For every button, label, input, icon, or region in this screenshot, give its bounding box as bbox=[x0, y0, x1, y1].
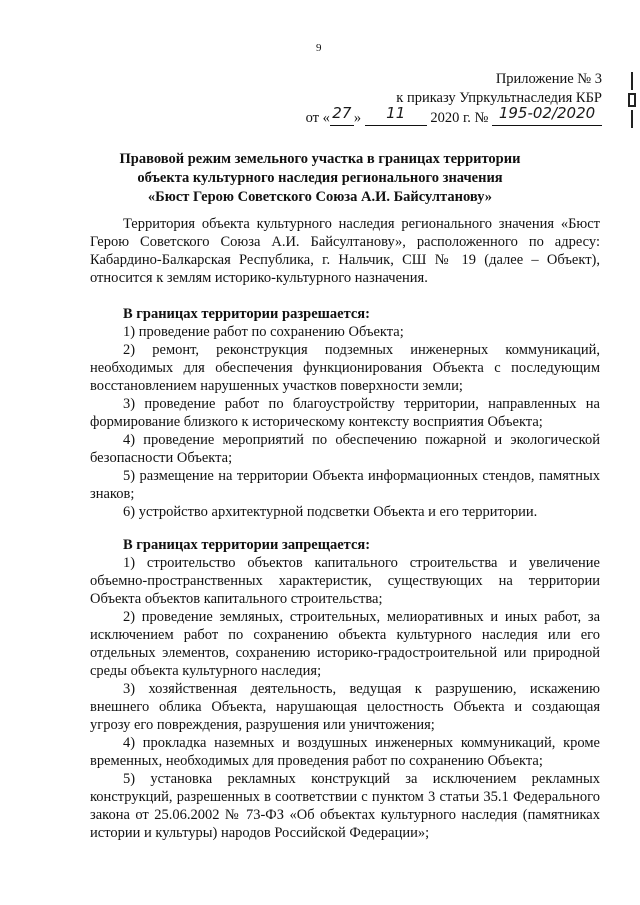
prohibited-item: 4) прокладка наземных и воздушных инженерных коммуникаций, кроме временных, необходимых для проведения работ по сохранению Объекта; bbox=[90, 735, 600, 769]
title-line-2: объекта культурного наследия регионального значения bbox=[137, 170, 503, 186]
appendix-header bbox=[306, 70, 602, 128]
order-number: 195-02/2020 bbox=[498, 104, 596, 122]
page-number: 9 bbox=[316, 42, 322, 54]
date-mid: » bbox=[353, 110, 362, 126]
permitted-item: 2) ремонт, реконструкция подземных инженерных коммуникаций, необходимых для обеспечения функционирования Объекта с последующим восстановлением нарушенных участков поверхности земли; bbox=[90, 342, 600, 394]
date-day-field bbox=[330, 104, 354, 126]
date-prefix: от « bbox=[305, 110, 330, 126]
appendix-label: Приложение № 3 bbox=[495, 71, 602, 87]
margin-stamp-mark bbox=[624, 70, 640, 130]
permitted-heading: В границах территории разрешается: bbox=[123, 306, 370, 322]
permitted-item: 1) проведение работ по сохранению Объекта; bbox=[123, 324, 404, 340]
intro-paragraph: Территория объекта культурного наследия регионального значения «Бюст Герою Советского Союза А.И. Байсултанову», расположенного по адресу: Кабардино-Балкарская Республика, г. Нальчик, СШ № 19 (далее – Объект), относится к землям историко-культурного назначения. bbox=[90, 216, 600, 286]
prohibited-item: 3) хозяйственная деятельность, ведущая к разрушению, искажению внешнего облика Объекта, нарушающая целостность Объекта и создающая угрозу его повреждения, разрушения или уничтожения; bbox=[90, 681, 600, 733]
prohibited-heading: В границах территории запрещается: bbox=[123, 537, 371, 553]
prohibited-item: 2) проведение земляных, строительных, мелиоративных и иных работ, за исключением работ по сохранению объекта культурного наследия или его отдельных элементов, сохранению историко-градостроительной или природной среды объекта культурного наследия; bbox=[90, 609, 600, 679]
date-day: 27 bbox=[332, 104, 352, 122]
order-date-line bbox=[305, 104, 602, 128]
permitted-item: 5) размещение на территории Объекта информационных стендов, памятных знаков; bbox=[90, 468, 600, 502]
date-month: 11 bbox=[386, 104, 406, 122]
permitted-item: 4) проведение мероприятий по обеспечению пожарной и экологической безопасности Объекта; bbox=[90, 432, 600, 466]
title-line-3: «Бюст Герою Советского Союза А.И. Байсултанову» bbox=[147, 189, 493, 205]
document-body bbox=[90, 215, 600, 842]
order-number-field bbox=[492, 104, 602, 126]
order-reference: к приказу Упркультнаследия КБР bbox=[396, 90, 602, 106]
title-line-1: Правовой режим земельного участка в границах территории bbox=[119, 151, 521, 167]
permitted-item: 6) устройство архитектурной подсветки Объекта и его территории. bbox=[123, 504, 538, 520]
permitted-item: 3) проведение работ по благоустройству территории, направленных на формирование близкого к историческому контексту восприятия Объекта; bbox=[90, 396, 600, 430]
prohibited-item: 5) установка рекламных конструкций за исключением рекламных конструкций, разрешенных в соответствии с пунктом 3 статьи 35.1 Федерального закона от 25.06.2002 № 73-ФЗ «Об объектах культурного наследия (памятниках истории и культуры) народов Российской Федерации»; bbox=[90, 771, 600, 841]
date-month-field bbox=[365, 104, 427, 126]
date-year: 2020 г. № bbox=[430, 110, 489, 126]
prohibited-item: 1) строительство объектов капитального строительства и увеличение объемно-пространственных характеристик, существующих на территории Объекта объектов капитального строительства; bbox=[90, 555, 600, 607]
document-title bbox=[60, 150, 580, 207]
